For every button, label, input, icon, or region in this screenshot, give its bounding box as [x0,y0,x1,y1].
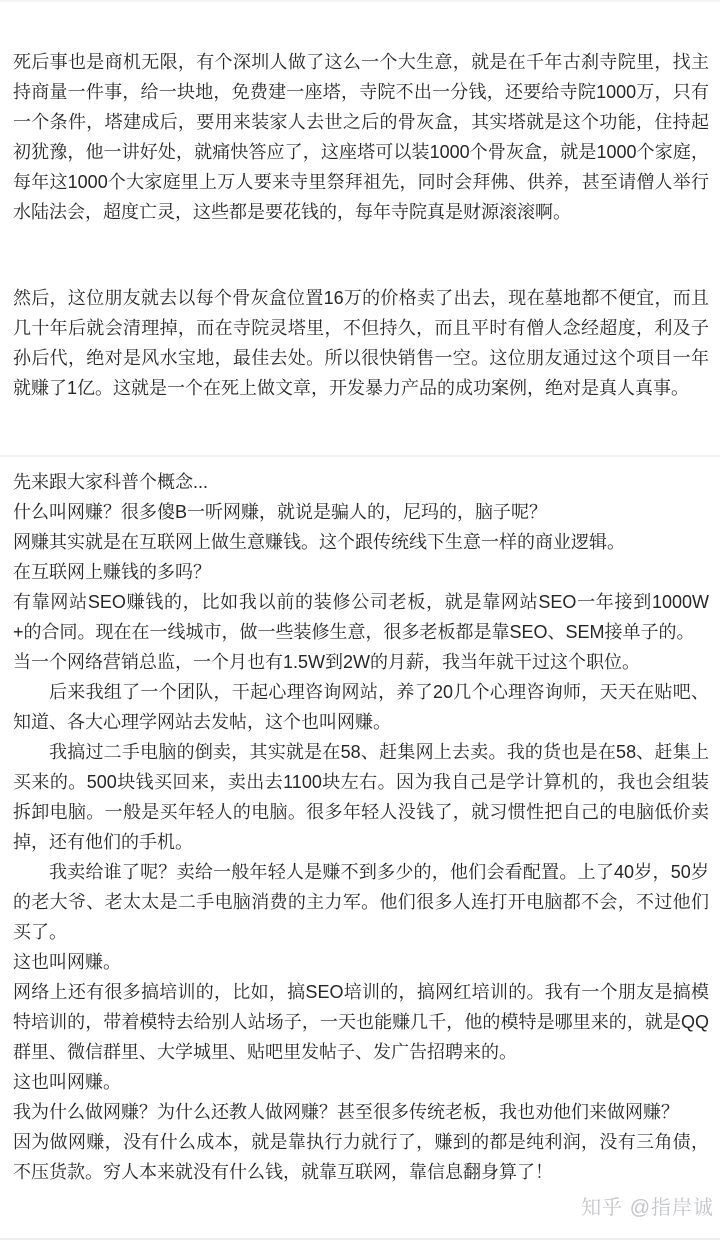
zhihu-watermark: 知乎 @指岸诚 [581,1197,714,1219]
line-intro-concept: 先来跟大家科普个概念... [13,472,209,492]
section-divider [0,455,720,457]
line-question-many-earners: 在互联网上赚钱的多吗？ [13,562,211,582]
paragraph-tomb-tower-2: 然后，这位朋友就去以每个骨灰盒位置16万的价格卖了出去，现在墓地都不便宜，而且几十年后就会清理掉，而在寺院灵塔里，不但持久，而且平时有僧人念经超度，利及子孙后代，绝对是风水宝地，最佳去处。所以很快销售一空。这位朋友通过这个项目一年就赚了1亿。这就是一个在死上做文章，开发暴力产品的成功案例，绝对是真人真事。 [13,288,709,398]
line-why-do-wangzhuan: 我为什么做网赚？为什么还教人做网赚？甚至很多传统老板，我也劝他们来做网赚？ [13,1102,679,1122]
paragraph-training-models: 网络上还有很多搞培训的，比如，搞SEO培训的，搞网红培训的。我有一个朋友是搞模特培训的，带着模特去给别人站场子，一天也能赚几千，他的模特是哪里来的，就是QQ群里、微信群里、大学城里、贴吧里发帖子、发广告招聘来的。 [13,982,709,1062]
paragraph-tomb-tower-1: 死后事也是商机无限，有个深圳人做了这么一个大生意，就是在千年古刹寺院里，找主持商量一件事，给一块地，免费建一座塔，寺院不出一分钱，还要给寺院1000万，只有一个条件，塔建成后，要用来装家人去世之后的骨灰盒，其实塔就是这个功能，住持起初犹豫，他一讲好处，就痛快答应了，这座塔可以装1000个骨灰盒，就是1000个家庭，每年这1000个大家庭里上万人要来寺里祭拜祖先，同时会拜佛、供养，甚至请僧人举行水陆法会，超度亡灵，这些都是要花钱的，每年寺院真是财源滚滚啊。 [13,52,709,222]
line-this-is-wangzhuan-1: 这也叫网赚。 [13,952,121,972]
paragraph-psychology-team: 后来我组了一个团队，干起心理咨询网站，养了20几个心理咨询师，天天在贴吧、知道、各大心理学网站去发帖，这个也叫网赚。 [13,682,709,732]
line-what-is-wangzhuan: 什么叫网赚？很多傻B一听网赚，就说是骗人的，尼玛的，脑子呢？ [13,502,548,522]
paragraph-marketing-director: 当一个网络营销总监，一个月也有1.5W到2W的月薪，我当年就干过这个职位。 [13,652,641,672]
paragraph-seo-example: 有靠网站SEO赚钱的，比如我以前的装修公司老板，就是靠网站SEO一年接到1000W+的合同。现在在一线城市，做一些装修生意，很多老板都是靠SEO、SEM接单子的。 [13,592,709,642]
paragraph-why-reasons: 因为做网赚，没有什么成本，就是靠执行力就行了，赚到的都是纯利润，没有三角债，不压货款。穷人本来就没有什么钱，就靠互联网，靠信息翻身算了！ [13,1132,709,1182]
paragraph-used-computers-2: 我卖给谁了呢？卖给一般年轻人是赚不到多少的，他们会看配置。上了40岁，50岁的老大爷、老太太是二手电脑消费的主力军。他们很多人连打开电脑都不会，不过他们买了。 [13,862,709,942]
paragraph-used-computers-1: 我搞过二手电脑的倒卖，其实就是在58、赶集网上去卖。我的货也是在58、赶集上买来的。500块钱买回来，卖出去1100块左右。因为我自己是学计算机的，我也会组装拆卸电脑。一般是买年轻人的电脑。很多年轻人没钱了，就习惯性把自己的电脑低价卖掉，还有他们的手机。 [13,742,709,852]
line-this-is-wangzhuan-2: 这也叫网赚。 [13,1072,121,1092]
line-wangzhuan-definition: 网赚其实就是在互联网上做生意赚钱。这个跟传统线下生意一样的商业逻辑。 [13,532,625,552]
